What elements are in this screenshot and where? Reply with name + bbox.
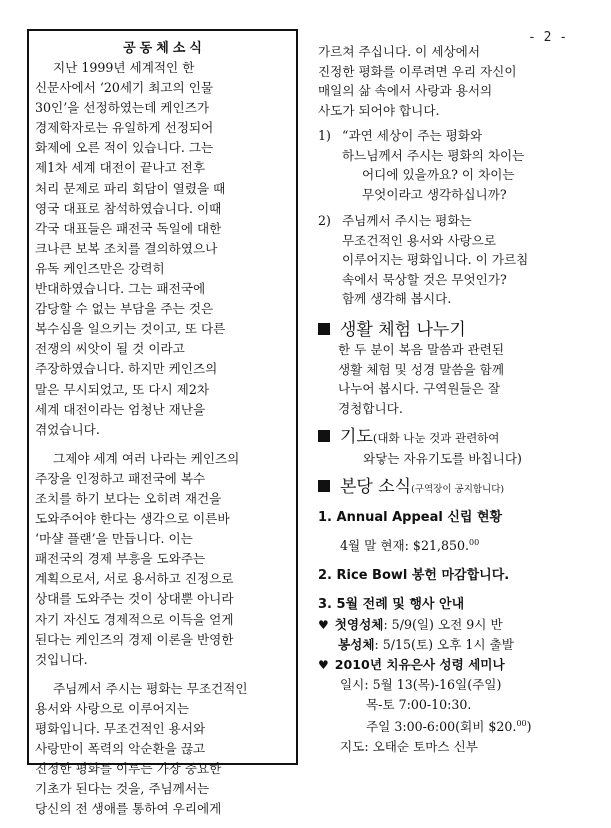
text-line: 그제야 세계 여러 나라는 케인즈의 (53, 450, 240, 466)
text-line: 사랑만이 폭력의 악순환을 끊고 (35, 741, 206, 757)
question-2 (318, 211, 583, 309)
question-text-line: 무엇이라고 생각하십니까? (362, 186, 507, 202)
section-parish-news (318, 478, 583, 500)
section-prayer-line2: 와닿는 자유기도를 바칩니다) (363, 450, 522, 466)
question-line (318, 126, 583, 146)
text-line: 것입니다. (35, 651, 88, 667)
text-line: 반대하였습니다. 그는 패전국에 (35, 281, 206, 297)
text-line: 경청합니다. (338, 400, 403, 416)
text-line: 패전국의 경제 부흥을 도와주는 (35, 551, 206, 567)
paragraph-3 (35, 679, 295, 820)
text-line: 매일의 삶 속에서 사랑과 용서의 (318, 83, 493, 98)
text-line: 주장하였습니다. 하지만 케인즈의 (35, 361, 218, 377)
text-line: 상대를 도와주는 것이 상대뿐 아니라 (35, 591, 234, 607)
section-prayer-subtitle: (대화 나눈 것과 관련하여 (372, 431, 500, 445)
news-item-3-num: 3. (318, 597, 332, 613)
page-number: - 2 - (528, 30, 568, 45)
sick-communion-text: : 5/15(토) 오후 1시 출발 (374, 637, 514, 653)
life-sharing-text (318, 340, 583, 418)
text-line: 조치를 하기 보다는 오히려 재건을 (35, 490, 222, 506)
text-line: 처리 문제로 파리 회담이 열렸을 때 (35, 180, 226, 196)
text-line: 나누어 봅시다. 구역원들은 잘 (338, 381, 500, 396)
text-line: 세계 대전이라는 엄청난 재난을 (35, 401, 206, 417)
text-line: 한 두 분이 복음 말씀과 관련된 (338, 342, 505, 357)
text-line: 경제학자로는 유일하게 선정되어 (35, 120, 214, 136)
news-item-1-title: Annual Appeal 신립 현황 (336, 509, 503, 525)
question-text-line: 이루어지는 평화입니다. 이 가르침 (342, 252, 529, 267)
sick-communion-label: 봉성체 (338, 637, 375, 653)
first-communion-text: : 5/9(일) 오전 9시 반 (383, 616, 503, 632)
news-item-3 (318, 595, 583, 756)
text-line: 유독 케인즈만은 강력히 (35, 260, 165, 276)
text-line: 제1차 세계 대전이 끝나고 전후 (35, 160, 206, 176)
text-line: 겪었습니다. (35, 421, 100, 437)
seminar-time-2-sup: 00 (516, 719, 527, 729)
text-line: 전쟁의 씨앗이 될 것 이라고 (35, 341, 185, 357)
question-line (318, 211, 583, 231)
intro-paragraph (318, 42, 583, 120)
question-text-line: 무조건적인 용서와 사랑으로 (342, 232, 496, 248)
question-text-line: 속에서 묵상할 것은 무엇인가? (342, 271, 507, 287)
question-text-line: “과연 세상이 주는 평화와 (342, 128, 483, 143)
news-item-1 (318, 508, 583, 556)
text-line: 화제에 오른 적이 있습니다. 그는 (35, 140, 214, 156)
news-item-3-title: 5월 전례 및 행사 안내 (336, 597, 465, 613)
text-line: 감당할 수 없는 부담을 주는 것은 (35, 301, 214, 317)
news-item-2-title: Rice Bowl 봉헌 마감합니다. (336, 567, 510, 583)
question-text-line: 함께 생각해 봅시다. (342, 291, 452, 306)
black-square-icon (318, 480, 330, 492)
black-square-icon (318, 430, 330, 442)
news-item-1-detail: 4월 말 현재: $21,850. (340, 538, 470, 554)
seminar-title: 2010년 치유은사 성령 세미나 (334, 656, 505, 672)
text-line: 계획으로서, 서로 용서하고 진정으로 (35, 571, 234, 587)
paragraph-2 (35, 449, 295, 670)
text-line: 생활 체험 및 성경 말씀을 함께 (338, 361, 505, 377)
text-line: 복수심을 일으키는 것이고, 또 다른 (35, 321, 226, 337)
text-line: 영국 대표로 참석하였습니다. 이때 (35, 200, 222, 216)
text-line: 신문사에서 ‘20세기 최고의 인물 (35, 80, 214, 96)
text-line: 용서와 사랑으로 이루어지는 (35, 700, 189, 716)
text-line: 주장을 인정하고 패전국에 복수 (35, 470, 206, 486)
black-square-icon (318, 323, 330, 335)
text-line: 진정한 평화를 이루려면 우리 자신이 (318, 63, 517, 79)
section-prayer (318, 428, 583, 449)
page-title: 공동체소식 (123, 41, 206, 56)
question-text-line: 하느님께서 주시는 평화의 차이는 (342, 147, 525, 163)
first-communion-label: 첫영성체 (334, 616, 384, 632)
paragraph-1 (35, 58, 295, 440)
text-line: 당신의 전 생애를 통하여 우리에게 (35, 801, 222, 817)
text-line: 가르쳐 주십니다. 이 세상에서 (318, 44, 480, 59)
question-1 (318, 126, 583, 204)
text-line: 평화입니다. 무조건적인 용서와 (35, 721, 206, 736)
text-line: 각국 대표들은 패전국 독일에 대한 (35, 220, 222, 236)
right-column-body (318, 42, 583, 756)
section-life-title: 생활 체험 나누기 (340, 319, 466, 340)
left-column-body (35, 58, 295, 828)
question-number: 1) (318, 128, 331, 143)
text-line: 자기 자신도 경제적으로 이득을 얻게 (35, 611, 234, 627)
text-line: 지난 1999년 세계적인 한 (53, 60, 195, 75)
text-line: 기초가 된다는 것을, 주님께서는 (35, 781, 210, 797)
news-item-1-detail-sup: 00 (469, 538, 480, 547)
seminar-dates: 일시: 5월 13(목)-16일(주일) (340, 677, 502, 693)
text-line: ‘마샬 플랜’을 만듭니다. 이는 (35, 531, 193, 547)
question-text-line: 어디에 있을까요? 이 차이는 (362, 167, 515, 182)
seminar-time-2-end: ) (526, 719, 532, 735)
heart-icon: ♥ (318, 657, 329, 672)
text-line: 크나큰 보복 조치를 결의하였으나 (35, 240, 218, 256)
question-number: 2) (318, 213, 331, 228)
text-line: 주님께서 주시는 평화는 무조건적인 (53, 680, 248, 696)
text-line: 말은 무시되었고, 또 다시 제2차 (35, 381, 210, 397)
section-news-subtitle: (구역장이 공지합니다) (411, 484, 505, 495)
text-line: 된다는 케인즈의 경제 이론을 반영한 (35, 631, 234, 647)
text-line: 진정한 평화를 이루는 가장 중요한 (35, 761, 222, 777)
seminar-time-1: 목-토 7:00-10:30. (366, 696, 472, 712)
section-life-sharing (318, 321, 583, 341)
question-text-line: 주님께서 주시는 평화는 (342, 213, 472, 228)
text-line: 사도가 되어야 합니다. (318, 102, 440, 118)
text-line: 도와주어야 한다는 생각으로 이른바 (35, 511, 230, 527)
seminar-time-2: 주일 3:00-6:00(회비 $20. (366, 719, 517, 735)
news-item-1-num: 1. (318, 509, 332, 525)
news-item-2-num: 2. (318, 567, 332, 583)
section-prayer-title: 기도 (340, 427, 373, 447)
section-news-title: 본당 소식 (340, 477, 412, 497)
seminar-guide: 지도: 오태순 토마스 신부 (340, 738, 478, 754)
text-line: 30인’을 선정하였는데 케인즈가 (35, 100, 210, 116)
heart-icon: ♥ (318, 617, 329, 632)
news-item-2 (318, 566, 583, 586)
